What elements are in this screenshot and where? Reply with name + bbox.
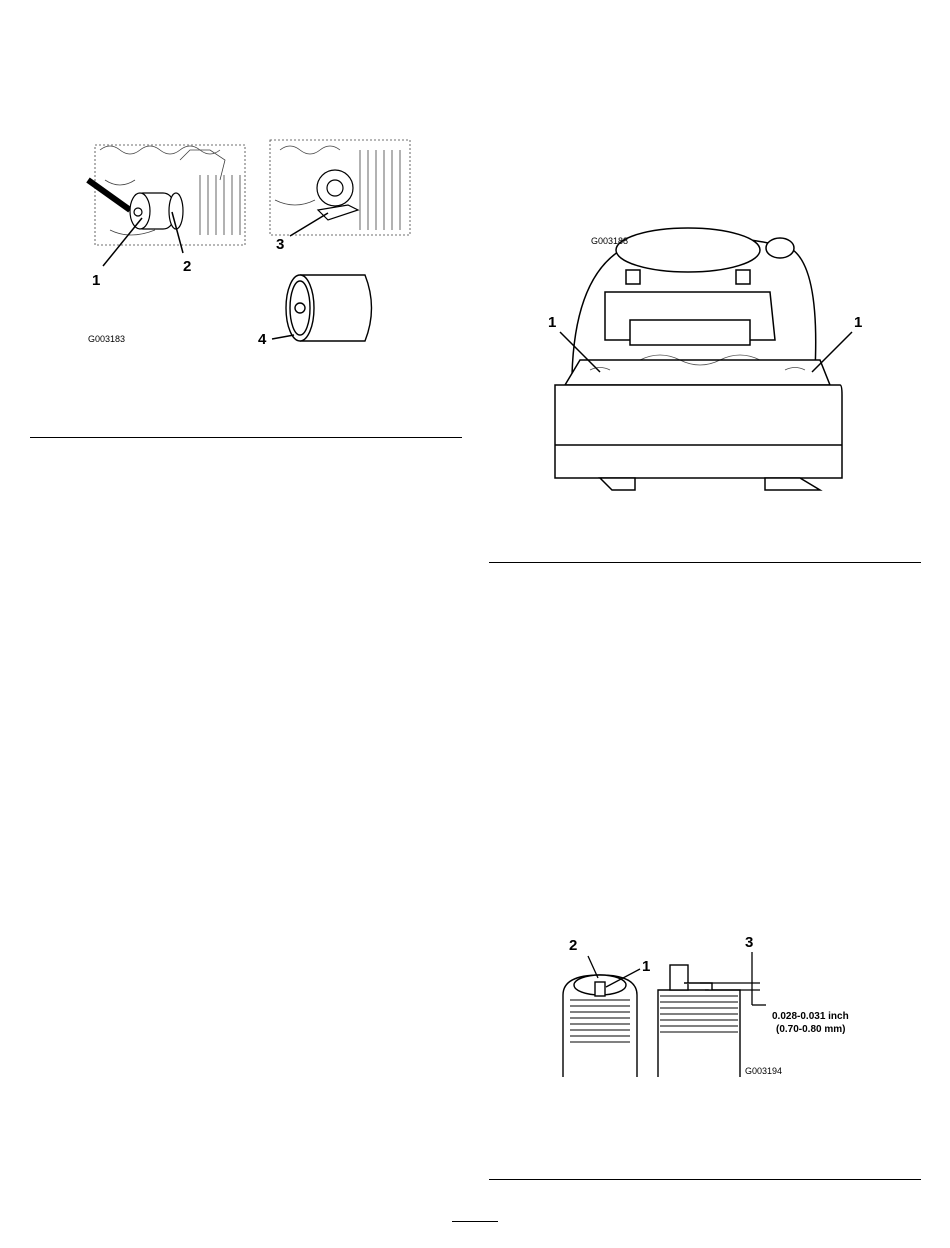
callout-1-right: 1 (854, 314, 863, 331)
figure-divider (489, 1179, 921, 1180)
figure-code: G003194 (745, 1066, 783, 1076)
callout-2: 2 (183, 258, 192, 275)
callout-1: 1 (92, 272, 101, 289)
callout-4: 4 (258, 331, 267, 348)
callout-1-left: 1 (548, 314, 557, 331)
gap-inch-label: 0.028-0.031 inch (772, 1011, 849, 1022)
callout-2: 2 (569, 937, 578, 954)
callout-3: 3 (276, 236, 285, 253)
gap-mm-label: (0.70-0.80 mm) (776, 1024, 846, 1035)
figure-code: G003183 (88, 334, 126, 344)
callout-3: 3 (745, 934, 754, 951)
callout-1: 1 (642, 958, 651, 975)
figure-code: G003188 (591, 236, 629, 246)
page-number-rule (452, 1221, 498, 1222)
